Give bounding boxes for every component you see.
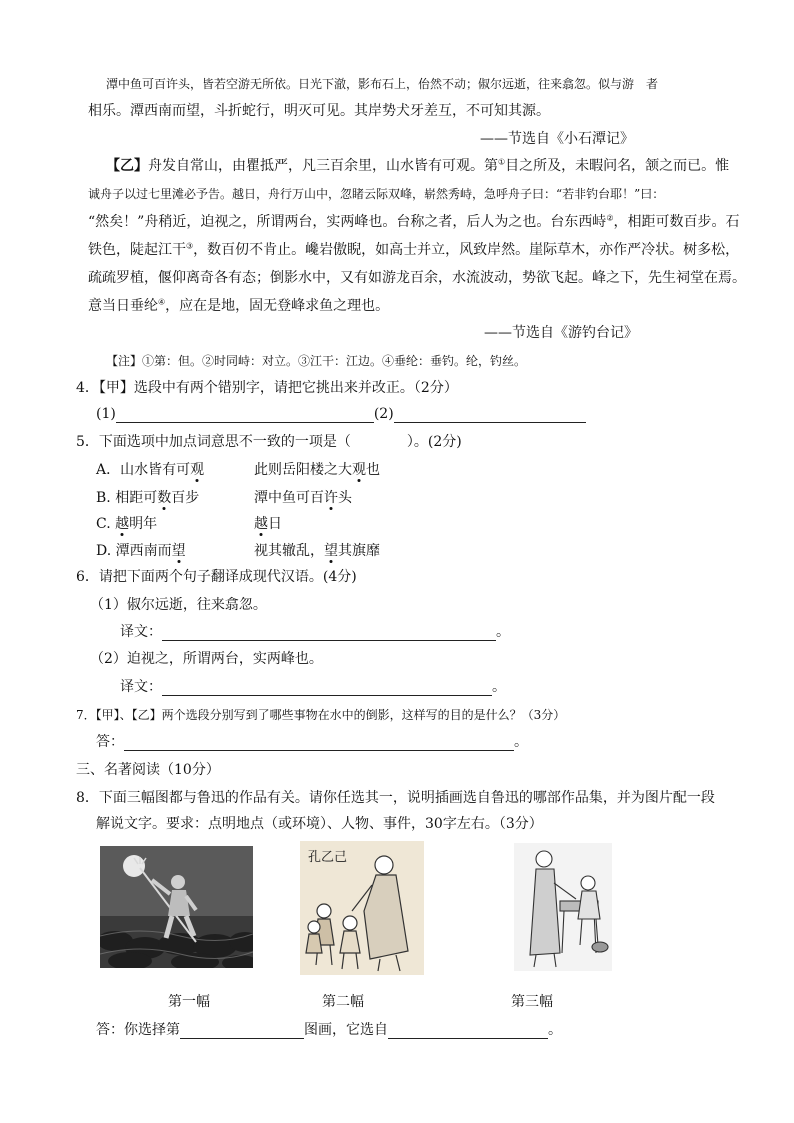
q4-blank-1[interactable] [116,408,374,423]
yi-note: 【注】①第：但。②时同峙：对立。③江干：江边。④垂纶：垂钓。纶，钓丝。 [106,354,527,368]
q5-option-c-left: C. 越明年 [96,516,158,532]
q5-option-b-left: B. 相距可数百步 [96,490,200,506]
q4-blank-2[interactable] [394,408,586,423]
illustration-3-drawing [514,843,612,971]
q4-text: 4．【甲】选段中有两个错别字，请把它挑出来并改正。（2分） [76,380,458,396]
q6-answer-1: 译文： 。 [120,624,510,640]
q8-answer-blank-collection[interactable] [388,1024,548,1039]
illustration-1 [100,846,253,968]
q6-text: 6．请把下面两个句子翻译成现代汉语。(4分) [76,569,357,585]
q5-option-c-right: 越日 [254,516,282,532]
section-3-title: 三、名著阅读（10分） [76,762,220,778]
q5-option-d-left: D. 潭西南而望 [96,543,186,559]
illustration-3 [514,843,612,971]
illustration-1-drawing [100,846,253,968]
q5-option-a-right: 此则岳阳楼之大观也 [254,462,380,478]
q6-answer-2-blank[interactable] [162,681,492,696]
q6-sentence-1: （1）俶尔远逝，往来翕忽。 [90,597,267,613]
illustration-2 [300,841,424,975]
yi-line-2: 诚舟子以过七里滩必予告。越日，舟行万山中，忽睹云际双峰，崭然秀峙，急呼舟子曰：“若非钓台耶！”曰： [88,187,665,201]
q6-answer-2: 译文： 。 [120,679,506,695]
yi-source: ——节选自《游钓台记》 [484,325,638,341]
caption-3: 第三幅 [511,994,553,1010]
jia-line-2: 相乐。潭西南而望，斗折蛇行，明灭可见。其岸势犬牙差互，不可知其源。 [88,103,550,119]
q4-blanks: (1) (2) [96,405,586,423]
q5-option-b-right: 潭中鱼可百许头 [254,490,352,506]
yi-line-3: “然矣！”舟稍近，迫视之，所谓两台，实两峰也。台称之者，后人为之也。台东西峙②，相距可数百步。石 [88,213,740,230]
yi-line-6: 意当日垂纶④，应在是地，固无登峰求鱼之理也。 [88,297,390,314]
q5-option-a-left: A．山水皆有可观 [96,462,205,478]
yi-label: 【乙】 [106,158,148,174]
illustration-2-drawing [300,841,424,975]
yi-line-5: 疏疏罗植，偃仰离奇各有态；倒影水中，又有如游龙百余，水流波动，势欲飞起。峰之下，先生祠堂在焉。 [88,270,746,286]
jia-source: ——节选自《小石潭记》 [480,131,634,147]
yi-line-1: 【乙】舟发自常山，由瞿抵严，凡三百余里，山水皆有可观。第①目之所及，未暇问名，颔之而已。惟 [106,157,730,174]
caption-2: 第二幅 [322,994,364,1010]
q5-text: 5．下面选项中加点词意思不一致的一项是（ ）。(2分) [76,434,462,450]
q8-answer-blank-picture[interactable] [180,1024,304,1039]
illustration-2-title: 孔乙己 [308,850,348,865]
q7-answer: 答： 。 [96,734,528,750]
q8-text-2: 解说文字。要求：点明地点（或环境）、人物、事件，30字左右。（3分） [96,816,543,832]
q6-answer-1-blank[interactable] [162,626,496,641]
q8-text-1: 8．下面三幅图都与鲁迅的作品有关。请你任选其一，说明插画选自鲁迅的哪部作品集，并为图片配一段 [76,790,715,806]
q7-answer-blank[interactable] [124,736,514,751]
q8-answer: 答：你选择第 图画，它选自 。 [96,1022,562,1038]
caption-1: 第一幅 [168,994,210,1010]
yi-line-4: 铁色，陡起江干③，数百仞不肯止。巉岩傲睨，如高士并立，风致岸然。崖际草木，亦作严冷状。树多松， [88,241,740,258]
q7-text: 7．【甲】、【乙】两个选段分别写到了哪些事物在水中的倒影，这样写的目的是什么？（3分） [76,708,566,722]
q5-option-d-right: 视其辙乱，望其旗靡 [254,543,380,559]
q6-sentence-2: （2）迫视之，所谓两台，实两峰也。 [90,651,323,667]
jia-line-1: 潭中鱼可百许头，皆若空游无所依。日光下澈，影布石上，佁然不动；俶尔远逝，往来翕忽。似与游 者 [106,77,659,91]
